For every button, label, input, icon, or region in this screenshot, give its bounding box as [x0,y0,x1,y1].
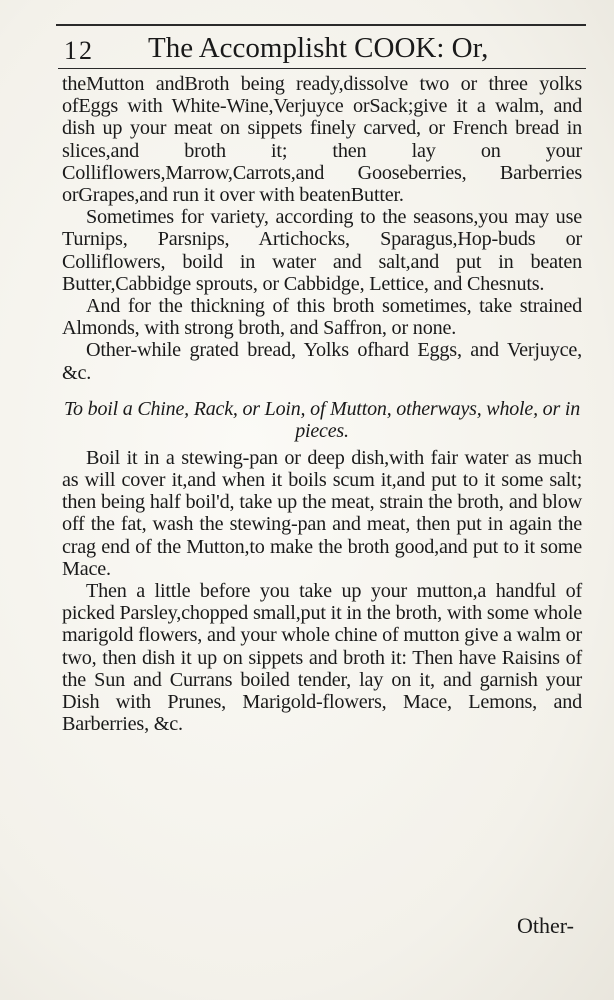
recipe-heading: To boil a Chine, Rack, or Loin, of Mutton, otherways, whole, or in pieces. [63,397,581,442]
paragraph: Other-while grated bread, Yolks ofhard Eggs, and Verjuyce, &c. [62,339,582,384]
page-number: 12 [64,36,94,65]
paragraph: Then a little before you take up your mutton,a handful of picked Parsley,chopped small,put it in the broth, with some whole marigold flowers, and your whole chine of mutton give a walm or two, then dish it up on sippets and broth it: Then have Raisins of the Sun and Currans boiled tender, lay on it, and garnish your Dish with Prunes, Marigold-flowers, Mace, Lemons, and Barberries, &c. [62,580,582,736]
page-header [60,28,584,68]
paragraph: Sometimes for variety, according to the seasons,you may use Turnips, Parsnips, Artichocks, Sparagus,Hop-buds or Colliflowers, boild in water and salt,and put in beaten Butter,Cabbidge sprouts, or Cabbidge, Lettice, and Chesnuts. [62,206,582,295]
paragraph: theMutton andBroth being ready,dissolve two or three yolks ofEggs with White-Wine,Verjuyce orSack;give it a walm, and dish up your meat on sippets finely carved, or French bread in slices,and broth it; then lay on your Colliflowers,Marrow,Carrots,and Gooseberries, Barberries orGrapes,and run it over with beatenButter. [62,73,582,207]
catchword: Other- [517,913,574,938]
header-rule [58,68,586,69]
paragraph: And for the thickning of this broth sometimes, take strained Almonds, with strong broth, and Saffron, or none. [62,295,582,340]
running-head: The Accomplisht COOK: Or, [148,32,489,64]
body-text [62,73,582,735]
top-rule [56,24,586,26]
paragraph: Boil it in a stewing-pan or deep dish,with fair water as much as will cover it,and when it boils scum it,and put to it some salt; then being half boil'd, take up the meat, strain the broth, and blow off the fat, wash the stewing-pan and meat, then put in again the crag end of the Mutton,to make the broth good,and put to it some Mace. [62,446,582,580]
